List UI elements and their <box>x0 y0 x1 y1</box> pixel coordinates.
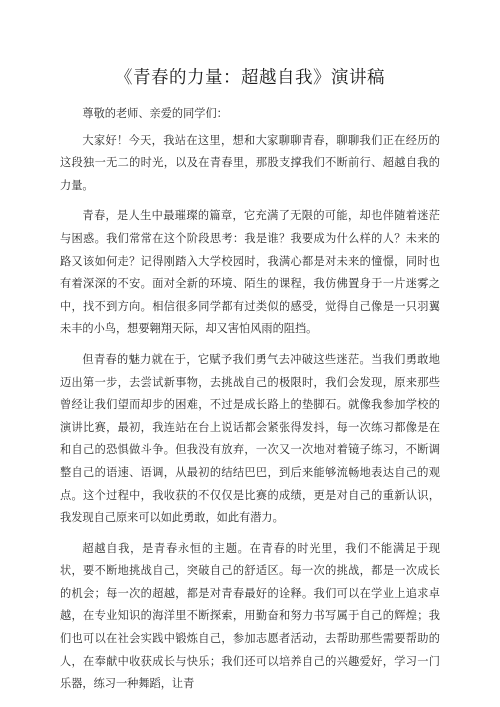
body-paragraph: 超越自我，是青春永恒的主题。在青春的时光里，我们不能满足于现状，要不断地挑战自己，突破自己的舒适区。每一次的挑战，都是一次成长的机会；每一次的超越，都是对青春最好的诠释。我们可以在学业上追求卓越，在专业知识的海洋里不断探索，用勤奋和努力书写属于自己的辉煌；我们也可以在社会实践中锻炼自己，参加志愿者活动，去帮助那些需要帮助的人，在奉献中收获成长与快乐；我们还可以培养自己的兴趣爱好，学习一门乐器，练习一种舞蹈，让青 <box>60 541 440 691</box>
body-paragraph: 但青春的魅力就在于，它赋予我们勇气去冲破这些迷茫。当我们勇敢地迈出第一步，去尝试新事物，去挑战自己的极限时，我们会发现，原来那些曾经让我们望而却步的困难，不过是成长路上的垫脚石。就像我参加学校的演讲比赛，最初，我连站在台上说话都会紧张得发抖，每一次练习都像是在和自己的恐惧做斗争。但我没有放弃，一次又一次地对着镜子练习，不断调整自己的语速、语调，从最初的结结巴巴，到后来能够流畅地表达自己的观点。这个过程中，我收获的不仅仅是比赛的成绩，更是对自己的重新认识，我发现自己原来可以如此勇敢，如此有潜力。 <box>60 352 440 525</box>
body-paragraph: 青春，是人生中最璀璨的篇章，它充满了无限的可能，却也伴随着迷茫与困惑。我们常常在这个阶段思考：我是谁？我要成为什么样的人？未来的路又该如何走？记得刚踏入大学校园时，我满心都是对未来的憧憬，同时也有着深深的不安。面对全新的环境、陌生的课程，我仿佛置身于一片迷雾之中，找不到方向。相信很多同学都有过类似的感受，觉得自己像是一只羽翼未丰的小鸟，想要翱翔天际，却又害怕风雨的阻挡。 <box>60 209 440 336</box>
document-title: 《青春的力量：超越自我》演讲稿 <box>115 68 385 88</box>
document-body <box>60 103 440 704</box>
greeting-paragraph: 尊敬的老师、亲爱的同学们： <box>82 107 228 120</box>
body-paragraph: 大家好！今天，我站在这里，想和大家聊聊青春，聊聊我们正在经历的这段独一无二的时光，以及在青春里，那股支撑我们不断前行、超越自我的力量。 <box>60 133 440 192</box>
